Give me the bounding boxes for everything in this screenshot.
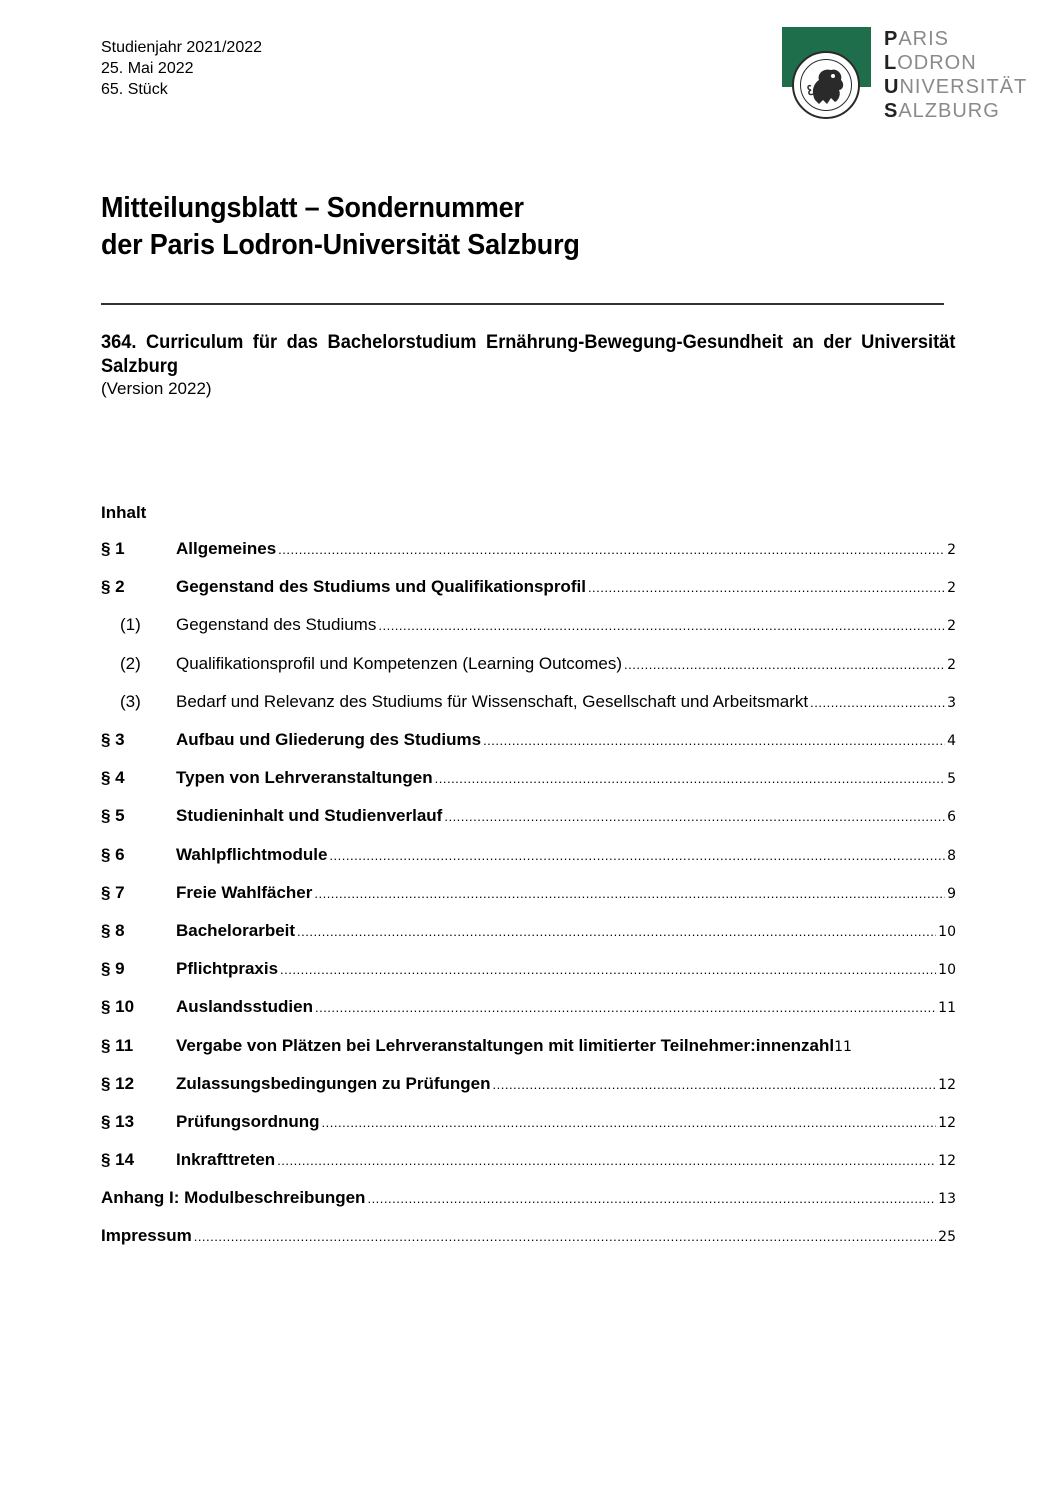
toc-entry[interactable] [101,1103,956,1141]
toc-entry-label[interactable]: Bachelorarbeit [176,920,296,940]
toc-entry-label[interactable]: Aufbau und Gliederung des Studiums [176,730,482,750]
document-heading [101,331,956,399]
toc-entry-label[interactable]: Zulassungsbedingungen zu Prüfungen [176,1073,491,1093]
toc-entry-number: § 5 [101,806,125,826]
toc-entry-page[interactable]: 2 [947,542,956,559]
toc-dot-leader [483,733,945,748]
toc-dot-leader [588,580,945,595]
toc-entry-page[interactable]: 2 [947,580,956,597]
toc-entry[interactable] [101,1179,956,1217]
toc-entry-number: (2) [120,653,141,673]
toc-entry-page[interactable]: 25 [938,1229,956,1246]
toc-entry-label[interactable]: Gegenstand des Studiums und Qualifikationsprofil [176,577,586,597]
toc-entry-page[interactable]: 2 [947,618,956,635]
toc-entry-number: (3) [120,691,141,711]
toc-entry[interactable] [101,836,956,874]
toc-dot-leader [280,962,936,977]
toc-dot-leader [278,542,945,557]
toc-entry[interactable] [101,1217,956,1255]
issue-meta [101,37,262,100]
toc-entry-label[interactable]: Typen von Lehrveranstaltungen [176,768,433,788]
toc-entry-number: § 12 [101,1073,135,1093]
toc-dot-leader [314,886,945,901]
toc-entry-number: § 6 [101,844,125,864]
toc-entry-page[interactable]: 9 [947,885,956,902]
toc-entry-label[interactable]: Gegenstand des Studiums [176,615,377,635]
toc-entry-page[interactable]: 12 [938,1153,956,1170]
curriculum-title: 364. Curriculum für das Bachelorstudium Ernährung-Bewegung-Gesundheit an der Universität Salzburg [101,332,956,377]
toc-dot-leader [367,1191,936,1206]
toc-entry[interactable] [101,645,956,683]
toc-entry-label[interactable]: Qualifikationsprofil und Kompetenzen (Learning Outcomes) [176,653,623,673]
toc-entry-label[interactable]: Studieninhalt und Studienverlauf [176,806,443,826]
toc-entry[interactable] [101,683,956,721]
toc-entry-label[interactable]: Bedarf und Relevanz des Studiums für Wissenschaft, Gesellschaft und Arbeitsmarkt [176,691,809,711]
toc-dot-leader [378,618,945,633]
university-logo [782,27,1042,127]
toc-entry-page[interactable]: 10 [938,923,956,940]
lion-icon [801,60,852,111]
toc-entry-label[interactable]: Wahlpflichtmodule [176,844,328,864]
toc-entry-label[interactable]: Anhang I: Modulbeschreibungen [101,1188,366,1208]
toc-entry[interactable] [101,530,956,568]
issue-date: 25. Mai 2022 [101,60,194,77]
toc-entry[interactable] [101,759,956,797]
toc-entry-page[interactable]: 6 [947,809,956,826]
toc-entry-number: § 14 [101,1150,135,1170]
toc-entry-page[interactable]: 8 [947,847,956,864]
page-title: Mitteilungsblatt – Sondernummer der Paris Lodron-Universität Salzburg [101,192,580,261]
toc-entry[interactable] [101,950,956,988]
toc-entry-number: § 4 [101,768,125,788]
toc-entry[interactable] [101,721,956,759]
toc-entry-label[interactable]: Inkrafttreten [176,1150,276,1170]
toc-dot-leader [810,695,945,710]
toc-dot-leader [277,1153,936,1168]
toc-dot-leader [435,771,945,786]
toc-entry-page[interactable]: 5 [947,771,956,788]
toc-entry-label[interactable]: Prüfungsordnung [176,1111,320,1131]
logo-wordmark: PARIS LODRON UNIVERSITÄT SALZBURG [884,28,1028,122]
toc-entry-page[interactable]: 13 [938,1191,956,1208]
toc-entry-page[interactable]: 3 [947,694,956,711]
toc-entry-label[interactable]: Impressum [101,1226,192,1246]
toc-entry-number: § 13 [101,1111,135,1131]
toc-dot-leader [624,657,945,672]
toc-entry-number: § 7 [101,882,125,902]
toc-entry-label[interactable]: Vergabe von Plätzen bei Lehrveranstaltungen mit limitierter Teilnehmer:innenzahl [176,1035,835,1055]
toc-entry-number: § 10 [101,997,135,1017]
toc-entry-number: § 11 [101,1035,134,1055]
toc-entry[interactable] [101,874,956,912]
toc-entry-label[interactable]: Freie Wahlfächer [176,882,313,902]
toc-dot-leader [322,1115,937,1130]
toc-entry[interactable] [101,1141,956,1179]
version-label: (Version 2022) [101,379,212,398]
toc-entry-number: § 9 [101,959,125,979]
toc-dot-leader [444,809,945,824]
toc-entry-number: § 1 [101,539,125,559]
toc-entry-page[interactable]: 12 [938,1114,956,1131]
toc-entry[interactable] [101,1065,956,1103]
toc-entry[interactable] [101,988,956,1026]
toc-dot-leader [194,1229,936,1244]
toc-entry-page[interactable]: 11 [938,1000,956,1017]
issue-number: 65. Stück [101,81,168,98]
toc-entry-number: (1) [120,615,141,635]
toc-entry[interactable] [101,606,956,644]
toc-entry-page[interactable]: 10 [938,962,956,979]
toc-entry-label[interactable]: Allgemeines [176,539,277,559]
toc-entry-page[interactable]: 11 [834,1038,852,1055]
toc-entry-page[interactable]: 4 [947,733,956,750]
toc-entry[interactable] [101,912,956,950]
title-divider [101,303,944,305]
toc-dot-leader [297,924,936,939]
toc-entry[interactable] [101,1026,956,1064]
toc-dot-leader [315,1000,936,1015]
toc-dot-leader [329,848,945,863]
table-of-contents [101,530,956,1256]
toc-entry-number: § 3 [101,730,125,750]
toc-entry[interactable] [101,797,956,835]
toc-entry-page[interactable]: 2 [947,656,956,673]
toc-entry-label[interactable]: Auslandsstudien [176,997,313,1017]
toc-entry-page[interactable]: 12 [938,1076,956,1093]
lion-seal-icon [792,51,860,119]
toc-entry-number: § 8 [101,920,125,940]
toc-entry[interactable] [101,568,956,606]
academic-year: Studienjahr 2021/2022 [101,39,263,56]
toc-heading: Inhalt [101,503,147,522]
toc-entry-number: § 2 [101,577,125,597]
toc-entry-label[interactable]: Pflichtpraxis [176,959,279,979]
toc-dot-leader [493,1077,937,1092]
